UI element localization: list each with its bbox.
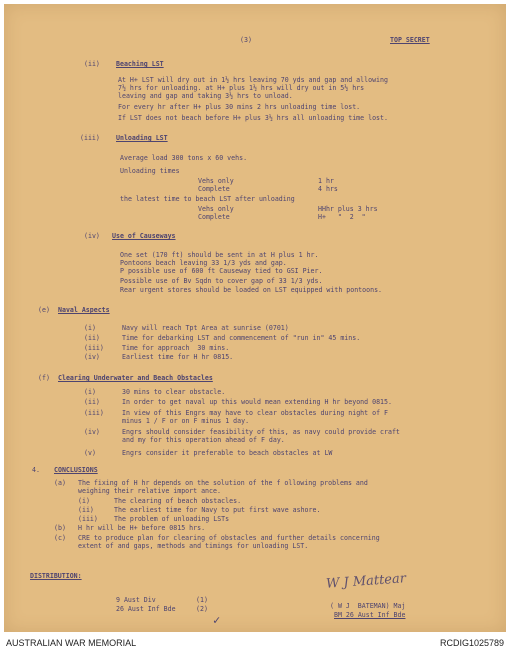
item-text: 30 mins to clear obstacle. [122,388,226,396]
text-line: Possible use of Bv Sqdn to cover gap of 33 1/3 yds. [120,277,323,285]
table-value: 4 hrs [318,185,338,193]
text-line: If LST does not beach before H+ plus 3½ hrs all unloading time lost. [118,114,388,122]
classification-marking: TOP SECRET [390,36,430,44]
item-text: In order to get naval up this would mean extending H hr beyond 0815. [122,398,392,406]
text-line: For every hr after H+ plus 30 mins 2 hrs unloading time lost. [118,103,361,111]
item-text: Time for approach 30 mins. [122,344,230,352]
item-text: and my for this operation ahead of F day. [122,436,285,444]
text-line: P possible use of 600 ft Causeway tied to GSI Pier. [120,267,323,275]
section-title: Beaching LST [116,60,164,68]
text-line: 7½ hrs for unloading. at H+ plus 1½ hrs will dry out in 5½ hrs [118,84,365,92]
distribution-copies: (2) [196,605,208,613]
item-number: (iii) [84,344,104,352]
item-number: (iv) [84,428,100,436]
item-text: H hr will be H+ before 0815 hrs. [78,524,206,532]
item-text: The earliest time for Navy to put first wave ashore. [114,506,321,514]
item-letter: (b) [54,524,66,532]
page-number: (3) [240,36,252,44]
check-mark-icon: ✓ [213,613,221,627]
signatory-name: ( W J BATEMAN) Maj [330,602,406,610]
table-label: Complete [198,185,230,193]
item-text: weighing their relative import ance. [78,487,221,495]
item-text: extent of and gaps, methods and timings for unloading LST. [78,542,309,550]
item-number: (i) [78,497,90,505]
item-text: Time for debarking LST and commencement of "run in" 45 mins. [122,334,361,342]
item-number: (v) [84,449,96,457]
signatory-appointment: BM 26 Aust Inf Bde [334,611,406,619]
section-title: Use of Causeways [112,232,176,240]
item-text: The fixing of H hr depends on the solution of the f ollowing problems and [78,479,368,487]
table-value: H+ " 2 " [318,213,366,221]
section-number: 4. [32,466,40,474]
distribution-unit: 26 Aust Inf Bde [116,605,176,613]
table-label: Vehs only [198,205,234,213]
footer-record-id: RCDIG1025789 [439,638,504,648]
handwritten-signature: W J Mattear [325,571,407,592]
text-line: At H+ LST will dry out in 1½ hrs leaving 70 yds and gap and allowing [118,76,388,84]
item-text: CRE to produce plan for clearing of obstacles and further details concerning [78,534,380,542]
item-text: Engrs consider it preferable to beach obstacles at LW [122,449,333,457]
text-line: Pontoons beach leaving 33 1/3 yds and gap. [120,259,287,267]
item-number: (ii) [78,506,94,514]
item-number: (i) [84,388,96,396]
section-letter: (e) [38,306,50,314]
item-text: minus 1 / F or on F minus 1 day. [122,417,250,425]
item-number: (i) [84,324,96,332]
section-title: Unloading LST [116,134,168,142]
table-label: Vehs only [198,177,234,185]
section-title: CONCLUSIONS [54,466,98,474]
section-letter: (f) [38,374,50,382]
text-line: One set (170 ft) should be sent in at H plus 1 hr. [120,251,319,259]
table-value: HHhr plus 3 hrs [318,205,378,213]
item-number: (iii) [78,515,98,523]
text-line: leaving and gap and taking 3½ hrs to unload. [118,92,293,100]
distribution-copies: (1) [196,596,208,604]
item-number: (iv) [84,353,100,361]
item-letter: (c) [54,534,66,542]
item-text: The clearing of beach obstacles. [114,497,242,505]
item-number: (ii) [84,334,100,342]
item-number: (iii) [84,409,104,417]
text-line: Average load 300 tons x 60 vehs. [120,154,248,162]
item-text: The problem of unloading LSTs [114,515,230,523]
distribution-title: DISTRIBUTION: [30,572,82,580]
section-number: (iii) [80,134,100,142]
distribution-unit: 9 Aust Div [116,596,156,604]
table-value: 1 hr [318,177,334,185]
item-text: In view of this Engrs may have to clear obstacles during night of F [122,409,388,417]
footer-archive-name: AUSTRALIAN WAR MEMORIAL [6,638,137,648]
document-sheet [4,4,506,632]
table-label: Complete [198,213,230,221]
item-number: (ii) [84,398,100,406]
section-title: Naval Aspects [58,306,110,314]
item-text: Earliest time for H hr 0815. [122,353,234,361]
item-letter: (a) [54,479,66,487]
section-number: (ii) [84,60,100,68]
text-line: the latest time to beach LST after unloading [120,195,295,203]
text-line: Rear urgent stores should be loaded on LST equipped with pontoons. [120,286,383,294]
item-text: Navy will reach Tpt Area at sunrise (0701) [122,324,289,332]
item-text: Engrs should consider feasibility of this, as navy could provide craft [122,428,400,436]
section-number: (iv) [84,232,100,240]
text-line: Unloading times [120,167,180,175]
section-title: Clearing Underwater and Beach Obstacles [58,374,213,382]
